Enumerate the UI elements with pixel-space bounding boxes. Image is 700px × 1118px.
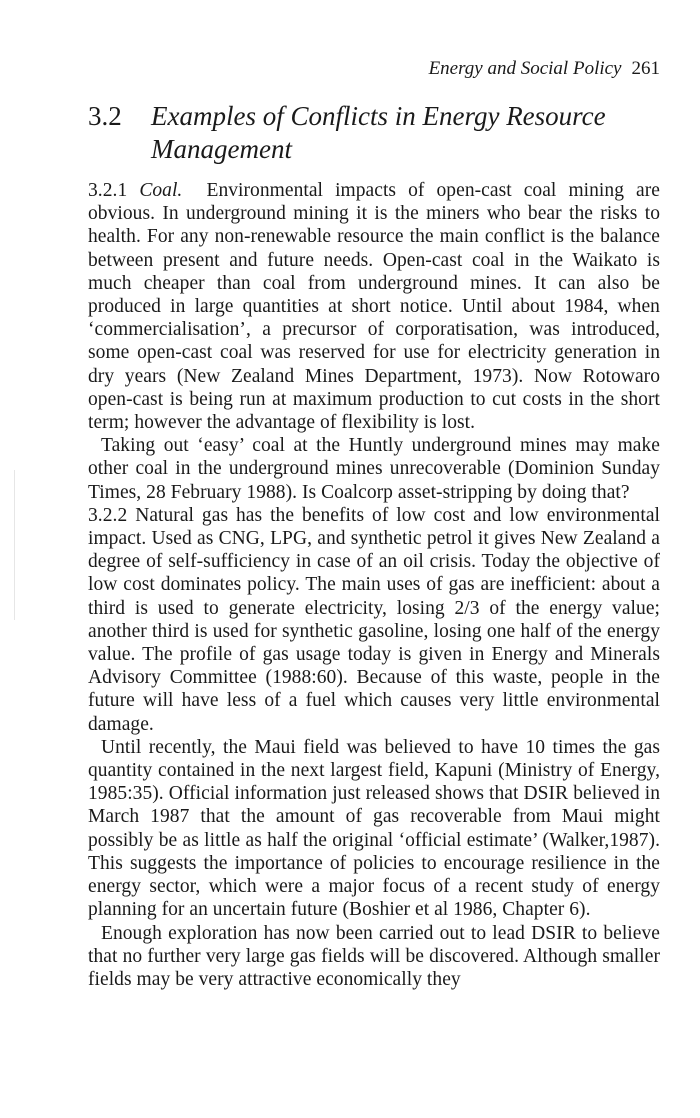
page-edge-shadow <box>14 470 15 620</box>
paragraph-text: Until recently, the Maui field was believed to have 10 times the gas quantity contained in the next largest field, Kapuni (Ministry of Energy, 1985:35). Official information just released shows that DSIR believed in March 1987 that the amount of gas recoverable from Maui might possibly be as little as half the original ‘official estimate’ (Walker,1987). This suggests the importance of policies to encourage resilience in the energy sector, which were a major focus of a recent study of energy planning for an uncertain future (Boshier et al 1986, Chapter 6). <box>88 736 660 921</box>
subsection-topic: Coal. <box>139 180 183 201</box>
section-title: Examples of Conflicts in Energy Resource Management <box>151 101 606 164</box>
paragraph-natural-gas <box>88 504 660 736</box>
paragraph-maui <box>88 736 660 922</box>
running-head <box>429 58 660 80</box>
body-text <box>88 179 660 991</box>
paragraph-text: Natural gas has the benefits of low cost and low environmental impact. Used as CNG, LPG, and synthetic petrol it gives New Zealand a degree of self-sufficiency in case of an oil crisis. Today the objective of low cost dominates policy. The main uses of gas are inefficient: about a third is used to generate electricity, losing 2/3 of the energy value; another third is used for synthetic gasoline, losing one half of the energy value. The profile of gas usage today is given in Energy and Minerals Advisory Committee (1988:60). Because of this waste, people in the future will have less of a fuel which causes very little environmental damage. <box>88 504 660 735</box>
paragraph-coal <box>88 179 660 434</box>
subsection-heading-coal <box>88 180 182 201</box>
journal-title: Energy and Social Policy <box>428 58 622 79</box>
section-number: 3.2 <box>88 101 122 131</box>
page-number: 261 <box>631 58 660 79</box>
paragraph-exploration <box>88 922 660 992</box>
paragraph-text: Enough exploration has now been carried out to lead DSIR to believe that no further very large gas fields will be discovered. Although smaller fields may be very attractive economically they <box>88 922 660 990</box>
section-heading <box>88 100 660 166</box>
subsection-number: 3.2.2 <box>88 504 128 526</box>
paragraph-huntly <box>88 434 660 504</box>
subsection-number: 3.2.1 <box>88 180 128 201</box>
paragraph-text: Environmental impacts of open-cast coal mining are obvious. In underground mining it is the miners who bear the risks to health. For any non-renewable resource the main conflict is the balance between present and future needs. Open-cast coal in the Waikato is much cheaper than coal from underground mines. It can also be produced in large quantities at short notice. Until about 1984, when ‘commercialisation’, a precursor of corporatisation, was introduced, some open-cast coal was reserved for use for electricity generation in dry years (New Zealand Mines Department, 1973). Now Rotowaro open-cast is being run at maximum production to cut costs in the short term; however the advantage of flexibility is lost. <box>88 180 661 434</box>
paragraph-text: Taking out ‘easy’ coal at the Huntly underground mines may make other coal in the underground mines unrecoverable (Dominion Sunday Times, 28 February 1988). Is Coalcorp asset-stripping by doing that? <box>88 435 660 503</box>
